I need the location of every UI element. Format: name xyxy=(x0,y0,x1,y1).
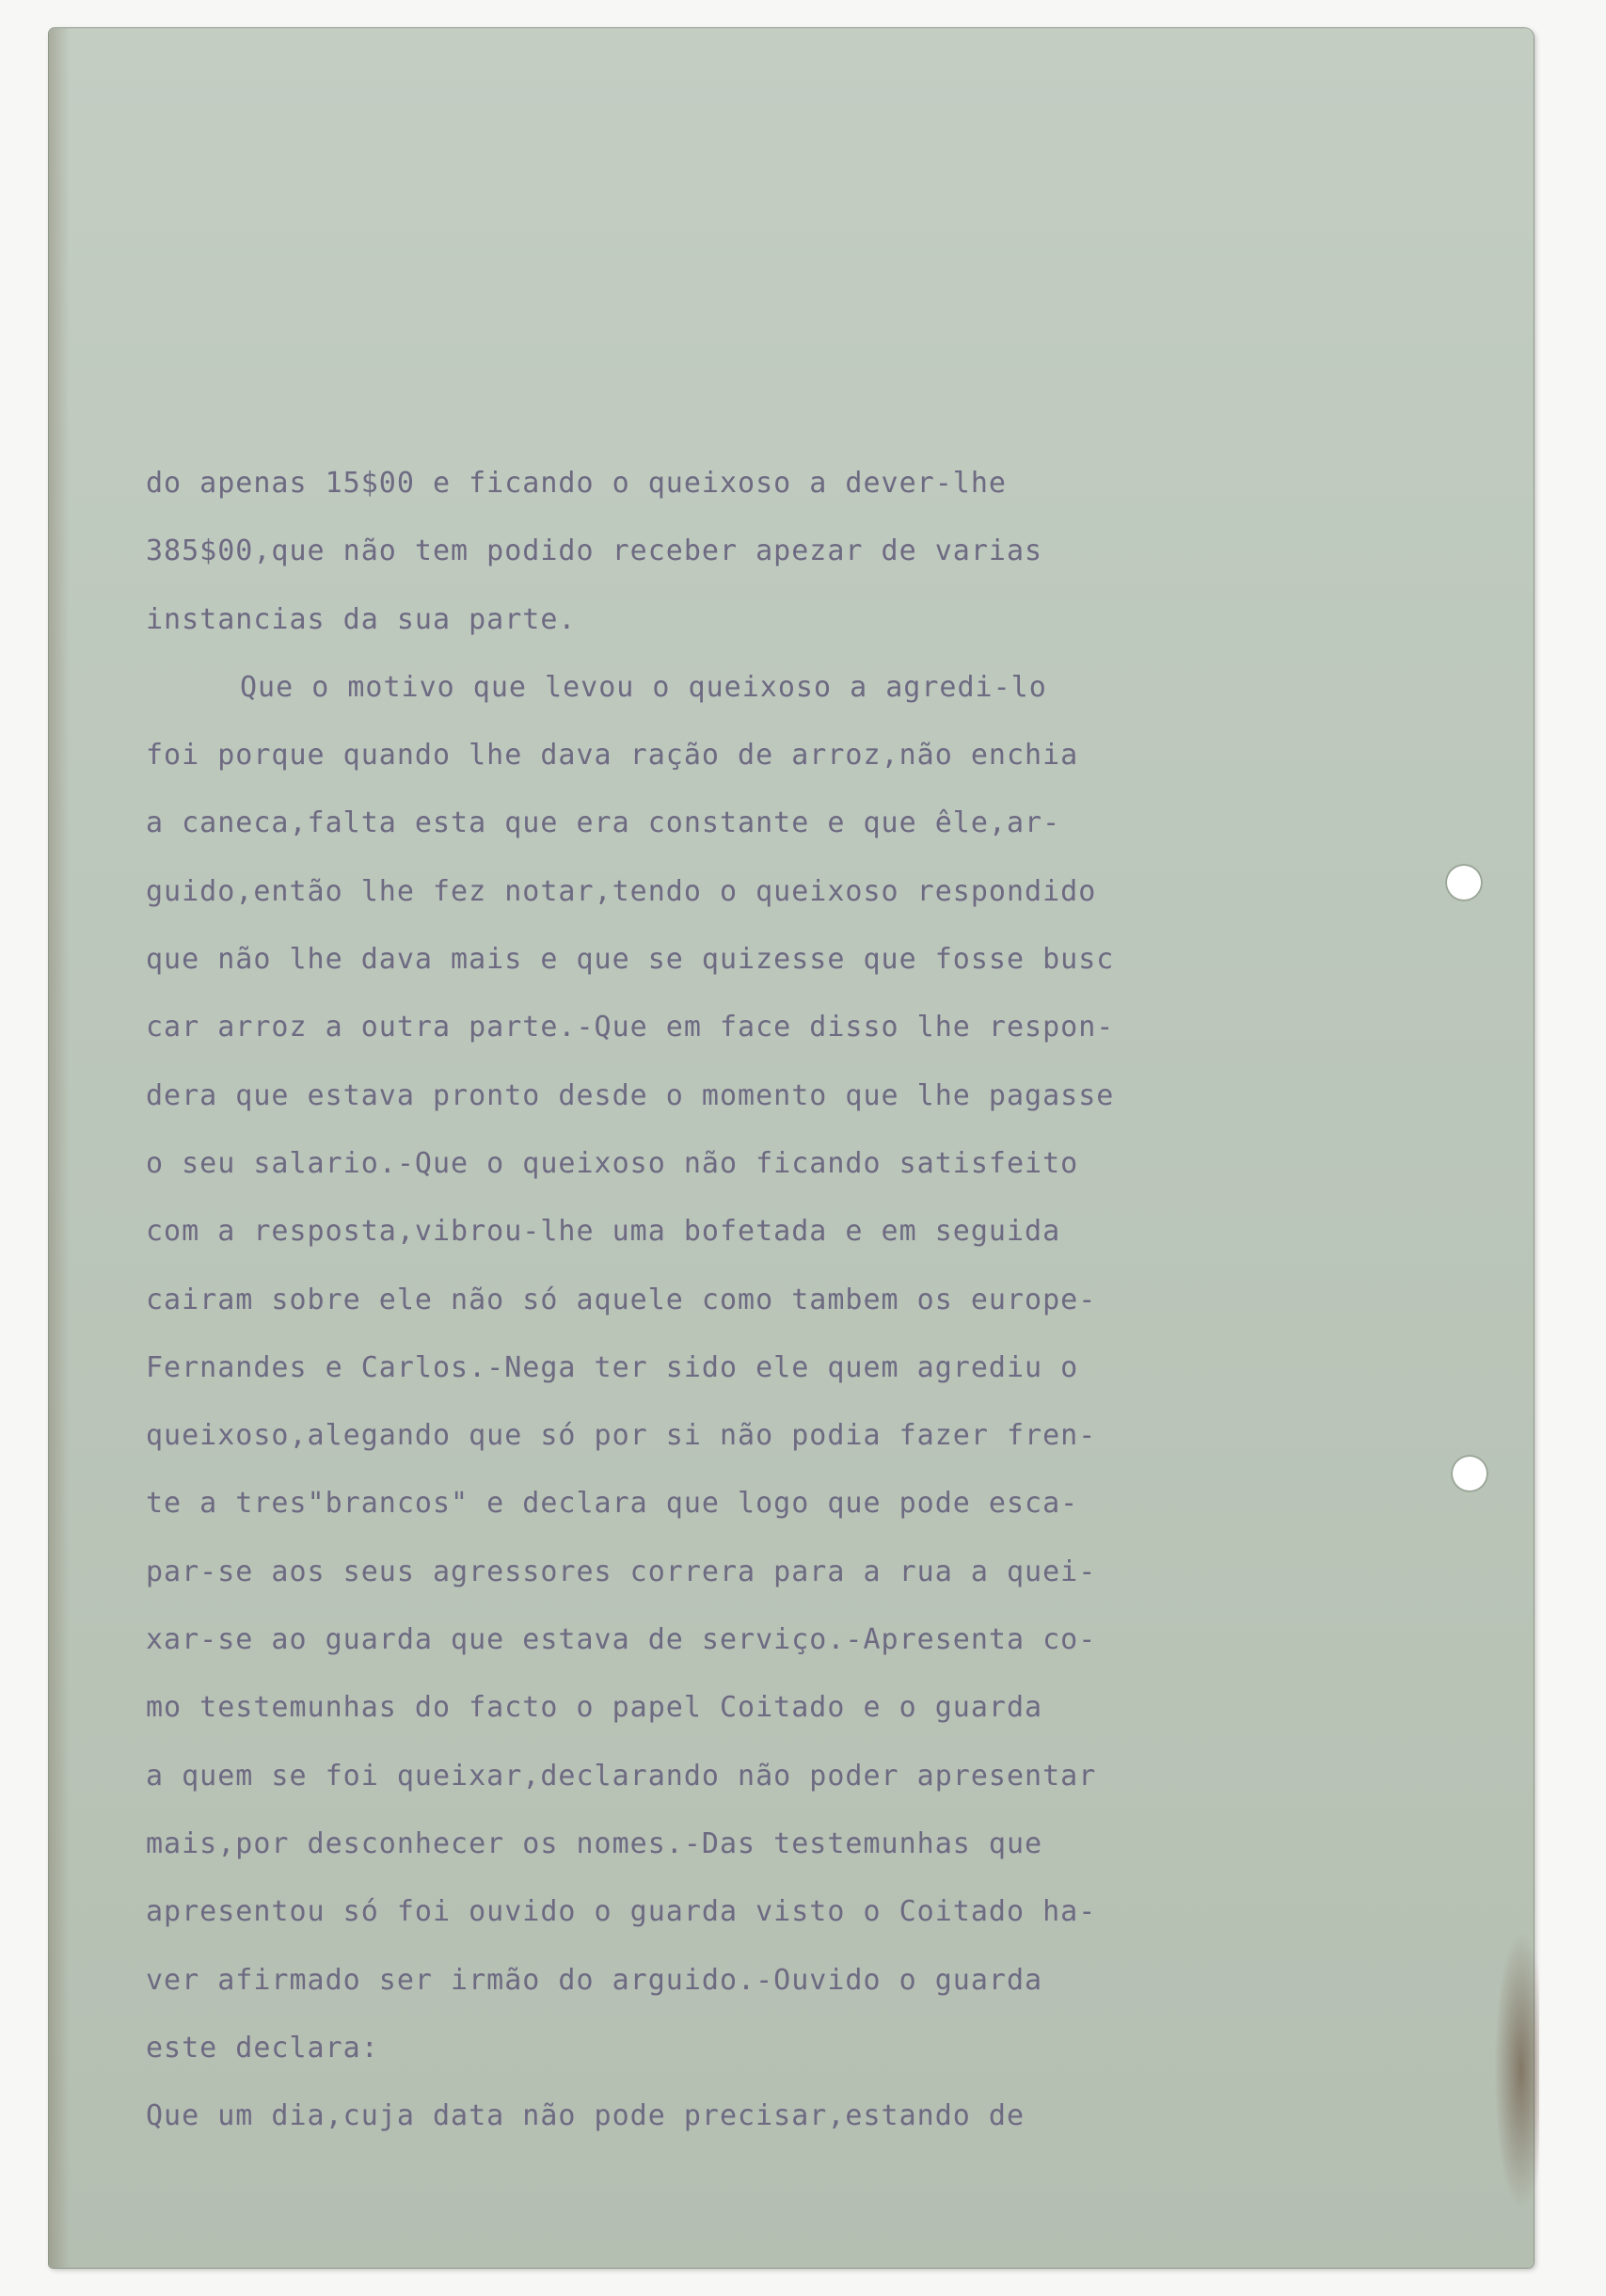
text-line: o seu salario.-Que o queixoso não ficando satisfeito xyxy=(146,1146,1079,1180)
text-line: este declara: xyxy=(146,2031,379,2065)
text-line: 385$00,que não tem podido receber apezar de varias xyxy=(146,534,1043,568)
text-line: com a resposta,vibrou-lhe uma bofetada e em seguida xyxy=(146,1215,1061,1249)
text-line: instancias da sua parte. xyxy=(146,602,577,636)
punch-hole-bottom xyxy=(1451,1455,1488,1492)
text-line: a caneca,falta esta que era constante e que êle,ar- xyxy=(146,806,1061,840)
text-line: te a tres"brancos" e declara que logo que pode esca- xyxy=(146,1487,1079,1521)
text-line: par-se aos seus agressores correra para a rua a quei- xyxy=(146,1555,1097,1588)
text-line: que não lhe dava mais e que se quizesse que fosse busc xyxy=(146,943,1115,977)
punch-hole-top xyxy=(1445,864,1483,901)
typewritten-text xyxy=(146,450,1275,2150)
text-line: foi porque quando lhe dava ração de arroz,não enchia xyxy=(146,739,1079,773)
text-line: dera que estava pronto desde o momento que lhe pagasse xyxy=(146,1078,1115,1112)
text-line: ver afirmado ser irmão do arguido.-Ouvido o guarda xyxy=(146,1963,1043,1997)
text-line: cairam sobre ele não só aquele como tambem os europe- xyxy=(146,1283,1097,1316)
stain-mark xyxy=(1494,1929,1539,2211)
text-line: guido,então lhe fez notar,tendo o queixoso respondido xyxy=(146,874,1097,908)
text-line: a quem se foi queixar,declarando não poder apresentar xyxy=(146,1759,1097,1793)
text-line: mais,por desconhecer os nomes.-Das testemunhas que xyxy=(146,1826,1043,1860)
text-line: Que o motivo que levou o queixoso a agredi-lo xyxy=(240,670,1047,704)
text-line: xar-se ao guarda que estava de serviço.-Apresenta co- xyxy=(146,1623,1097,1657)
sheet-shadow-edge xyxy=(49,28,70,2268)
text-line: apresentou só foi ouvido o guarda visto o Coitado ha- xyxy=(146,1895,1097,1929)
text-line: mo testemunhas do facto o papel Coitado e o guarda xyxy=(146,1691,1043,1725)
text-line: Fernandes e Carlos.-Nega ter sido ele quem agrediu o xyxy=(146,1350,1079,1384)
text-line: do apenas 15$00 e ficando o queixoso a dever-lhe xyxy=(146,467,1007,500)
text-line: Que um dia,cuja data não pode precisar,estando de xyxy=(146,2099,1026,2133)
text-line: queixoso,alegando que só por si não podia fazer fren- xyxy=(146,1419,1097,1453)
text-line: car arroz a outra parte.-Que em face disso lhe respon- xyxy=(146,1011,1115,1044)
